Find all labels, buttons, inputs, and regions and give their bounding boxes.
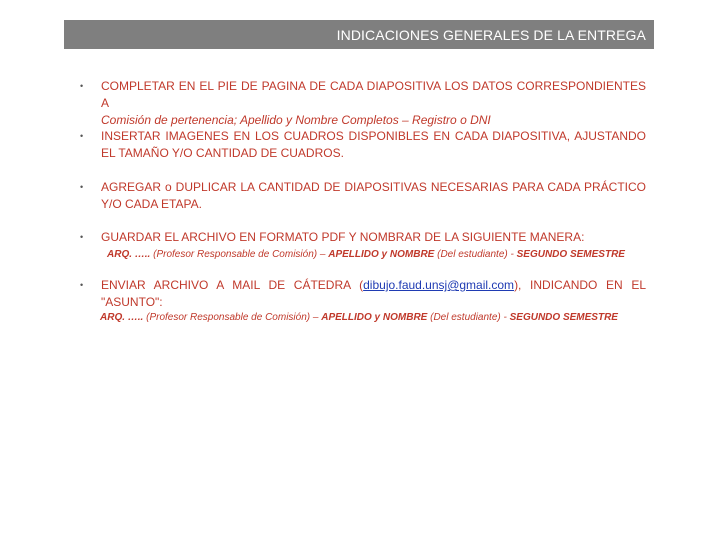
item-text: [101, 277, 646, 311]
list-item: [80, 78, 646, 129]
page-title: INDICACIONES GENERALES DE LA ENTREGA: [336, 26, 646, 43]
format-part: (Profesor Responsable de Comisión) –: [153, 249, 329, 260]
item-text-after: ), INDICANDO EN EL "ASUNTO":: [101, 278, 647, 309]
format-part: (Del estudiante) -: [427, 312, 510, 323]
bullet-icon: •: [80, 81, 84, 91]
item-line-italic: Comisión de pertenencia; Apellido y Nombre Completos – Registro o DNI: [101, 113, 491, 127]
list-item: [80, 128, 646, 162]
format-part: (Profesor Responsable de Comisión) –: [146, 312, 322, 323]
item-text: [101, 78, 646, 129]
email-link[interactable]: dibujo.faud.unsj@gmail.com: [363, 278, 515, 292]
bullet-icon: •: [80, 131, 84, 141]
format-bold: SEGUNDO SEMESTRE: [509, 312, 618, 323]
item-line: COMPLETAR EN EL PIE DE PAGINA DE CADA DIAPOSITIVA LOS DATOS CORRESPONDIENTES A: [101, 79, 646, 110]
header-bar: [64, 20, 654, 49]
format-bold: APELLIDO y NOMBRE: [321, 312, 428, 323]
item-text: AGREGAR o DUPLICAR LA CANTIDAD DE DIAPOSITIVAS NECESARIAS PARA CADA PRÁCTICO Y/O CADA ETAPA.: [101, 180, 646, 211]
item-text-before: ENVIAR ARCHIVO A MAIL DE CÁTEDRA (: [101, 278, 364, 292]
format-bold: APELLIDO y NOMBRE: [328, 249, 435, 260]
list-item: [80, 179, 646, 213]
format-prefix: ARQ. …..: [100, 312, 147, 323]
item-text: GUARDAR EL ARCHIVO EN FORMATO PDF Y NOMBRAR DE LA SIGUIENTE MANERA:: [101, 230, 585, 244]
bullet-icon: •: [80, 232, 84, 242]
filename-format: [107, 249, 625, 260]
format-part: (Del estudiante) -: [434, 249, 517, 260]
format-prefix: ARQ. …..: [107, 249, 154, 260]
format-bold: SEGUNDO SEMESTRE: [516, 249, 625, 260]
subject-format: [100, 312, 618, 323]
item-text: INSERTAR IMAGENES EN LOS CUADROS DISPONIBLES EN CADA DIAPOSITIVA, AJUSTANDO EL TAMAÑO Y/O CANTIDAD DE CUADROS.: [101, 129, 646, 160]
bullet-icon: •: [80, 280, 84, 290]
list-item: [80, 229, 646, 246]
bullet-icon: •: [80, 182, 84, 192]
list-item: [80, 277, 646, 311]
